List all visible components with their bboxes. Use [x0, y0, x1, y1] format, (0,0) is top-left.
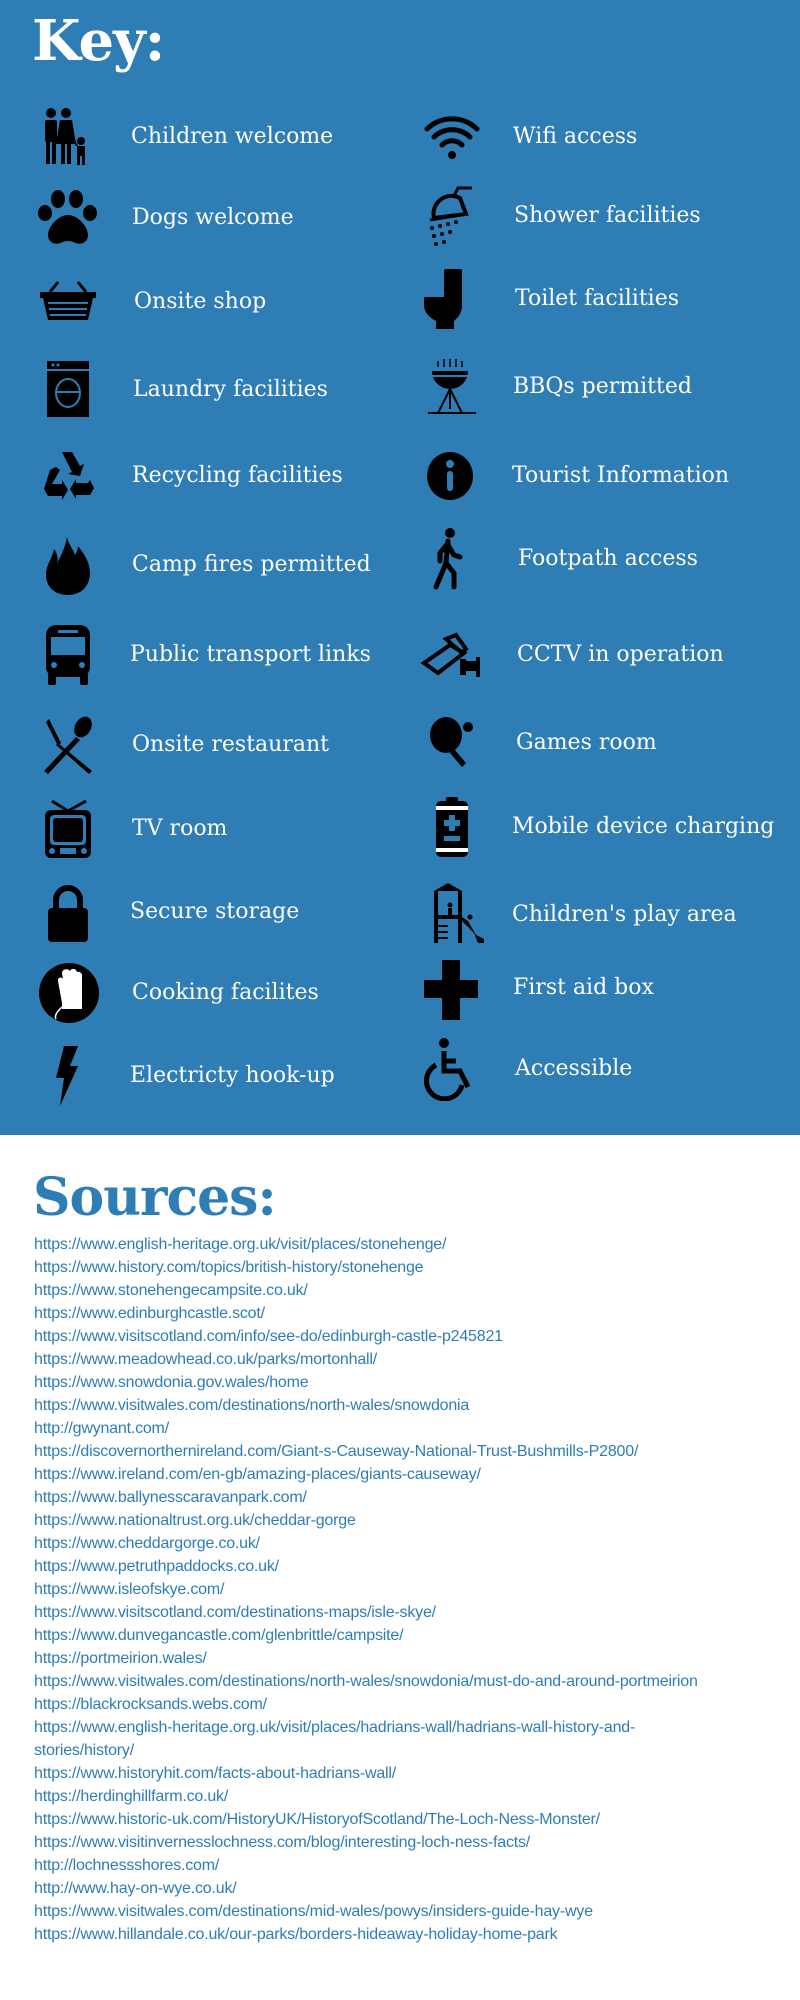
key-item-label: Shower facilities	[514, 203, 701, 228]
fire-icon	[36, 533, 100, 597]
source-link[interactable]: http://www.hay-on-wye.co.uk/	[34, 1880, 237, 1897]
source-link[interactable]: https://www.visitwales.com/destinations/north-wales/snowdonia	[34, 1397, 470, 1414]
source-link[interactable]: http://lochnessshores.com/	[34, 1857, 220, 1874]
source-link[interactable]: https://blackrocksands.webs.com/	[34, 1696, 267, 1713]
family-icon	[36, 105, 100, 169]
key-item-label: Accessible	[515, 1056, 633, 1081]
key-item-label: Footpath access	[518, 546, 698, 571]
shower-icon	[420, 184, 484, 248]
key-item-label: Cooking facilites	[132, 980, 319, 1005]
key-item-label: Children's play area	[512, 902, 737, 927]
key-item-label: Games room	[516, 730, 657, 755]
source-link[interactable]: https://www.edinburghcastle.scot/	[34, 1305, 265, 1322]
sources-title: Sources:	[33, 1167, 276, 1228]
cctv-camera-icon	[420, 623, 484, 687]
oven-mitt-icon	[36, 961, 100, 1025]
source-link[interactable]: https://www.hillandale.co.uk/our-parks/borders-hideaway-holiday-home-park	[34, 1926, 558, 1943]
key-item-label: CCTV in operation	[517, 642, 724, 667]
source-link[interactable]: https://herdinghillfarm.co.uk/	[34, 1788, 229, 1805]
key-item-label: Electricty hook-up	[130, 1063, 335, 1088]
ping-pong-icon	[420, 711, 484, 775]
sources-list	[34, 1233, 774, 1946]
source-link[interactable]: https://www.english-heritage.org.uk/visit/places/hadrians-wall/hadrians-wall-history-and-	[34, 1719, 636, 1736]
key-item-label: Laundry facilities	[133, 377, 328, 402]
source-link[interactable]: https://www.visitwales.com/destinations/mid-wales/powys/insiders-guide-hay-wye	[34, 1903, 593, 1920]
padlock-icon	[36, 880, 100, 944]
source-link[interactable]: https://www.ballynesscaravanpark.com/	[34, 1489, 307, 1506]
source-link[interactable]: https://www.visitinvernesslochness.com/blog/interesting-loch-ness-facts/	[34, 1834, 531, 1851]
walking-person-icon	[420, 527, 484, 591]
source-link[interactable]: https://www.cheddargorge.co.uk/	[34, 1535, 260, 1552]
first-aid-cross-icon	[420, 956, 484, 1020]
recycle-icon	[36, 444, 100, 508]
source-link[interactable]: https://www.english-heritage.org.uk/visit/places/stonehenge/	[34, 1236, 447, 1253]
key-item-label: Recycling facilities	[132, 463, 343, 488]
key-item-label: Secure storage	[130, 899, 300, 924]
key-item-label: BBQs permitted	[513, 374, 692, 399]
source-link[interactable]: https://www.visitscotland.com/info/see-do/edinburgh-castle-p245821	[34, 1328, 503, 1345]
key-item-label: Mobile device charging	[512, 814, 775, 839]
tv-icon	[36, 797, 100, 861]
bus-icon	[36, 623, 100, 687]
key-item-label: Onsite restaurant	[132, 732, 329, 757]
source-link[interactable]: https://www.nationaltrust.org.uk/cheddar-gorge	[34, 1512, 356, 1529]
source-link[interactable]: https://www.historyhit.com/facts-about-hadrians-wall/	[34, 1765, 396, 1782]
source-link[interactable]: https://www.stonehengecampsite.co.uk/	[34, 1282, 308, 1299]
playground-icon	[420, 883, 484, 947]
source-link[interactable]: http://gwynant.com/	[34, 1420, 169, 1437]
key-item-label: TV room	[132, 816, 228, 841]
wifi-icon	[420, 105, 484, 169]
source-link[interactable]: https://www.isleofskye.com/	[34, 1581, 225, 1598]
wheelchair-icon	[420, 1037, 484, 1101]
key-item-label: Dogs welcome	[132, 205, 294, 230]
paw-icon	[36, 186, 100, 250]
key-item-label: First aid box	[513, 975, 654, 1000]
battery-icon	[420, 795, 484, 859]
source-link[interactable]: https://discovernorthernireland.com/Giant-s-Causeway-National-Trust-Bushmills-P2800/	[34, 1443, 639, 1460]
key-item-label: Onsite shop	[134, 289, 267, 314]
source-link-continuation[interactable]: stories/history/	[34, 1742, 134, 1759]
basket-icon	[36, 270, 100, 334]
source-link[interactable]: https://www.petruthpaddocks.co.uk/	[34, 1558, 279, 1575]
key-title: Key:	[32, 8, 165, 74]
key-item-label: Camp fires permitted	[132, 552, 371, 577]
source-link[interactable]: https://portmeirion.wales/	[34, 1650, 207, 1667]
bbq-icon	[420, 355, 484, 419]
key-item-label: Wifi access	[513, 124, 638, 149]
toilet-icon	[420, 267, 484, 331]
source-link[interactable]: https://www.snowdonia.gov.wales/home	[34, 1374, 309, 1391]
source-link[interactable]: https://www.historic-uk.com/HistoryUK/HistoryofScotland/The-Loch-Ness-Monster/	[34, 1811, 600, 1828]
key-item-label: Children welcome	[131, 124, 334, 149]
key-item-label: Toilet facilities	[515, 286, 680, 311]
source-link[interactable]: https://www.visitscotland.com/destinations-maps/isle-skye/	[34, 1604, 436, 1621]
key-item-label: Tourist Information	[512, 463, 730, 488]
washing-machine-icon	[36, 358, 100, 422]
key-item-label: Public transport links	[130, 642, 371, 667]
info-icon	[420, 444, 484, 508]
source-link[interactable]: https://www.meadowhead.co.uk/parks/mortonhall/	[34, 1351, 377, 1368]
source-link[interactable]: https://www.visitwales.com/destinations/north-wales/snowdonia/must-do-and-around-portmeirion	[34, 1673, 698, 1690]
lightning-icon	[36, 1044, 100, 1108]
source-link[interactable]: https://www.history.com/topics/british-history/stonehenge	[34, 1259, 424, 1276]
cutlery-icon	[36, 713, 100, 777]
source-link[interactable]: https://www.dunvegancastle.com/glenbrittle/campsite/	[34, 1627, 404, 1644]
source-link[interactable]: https://www.ireland.com/en-gb/amazing-places/giants-causeway/	[34, 1466, 481, 1483]
